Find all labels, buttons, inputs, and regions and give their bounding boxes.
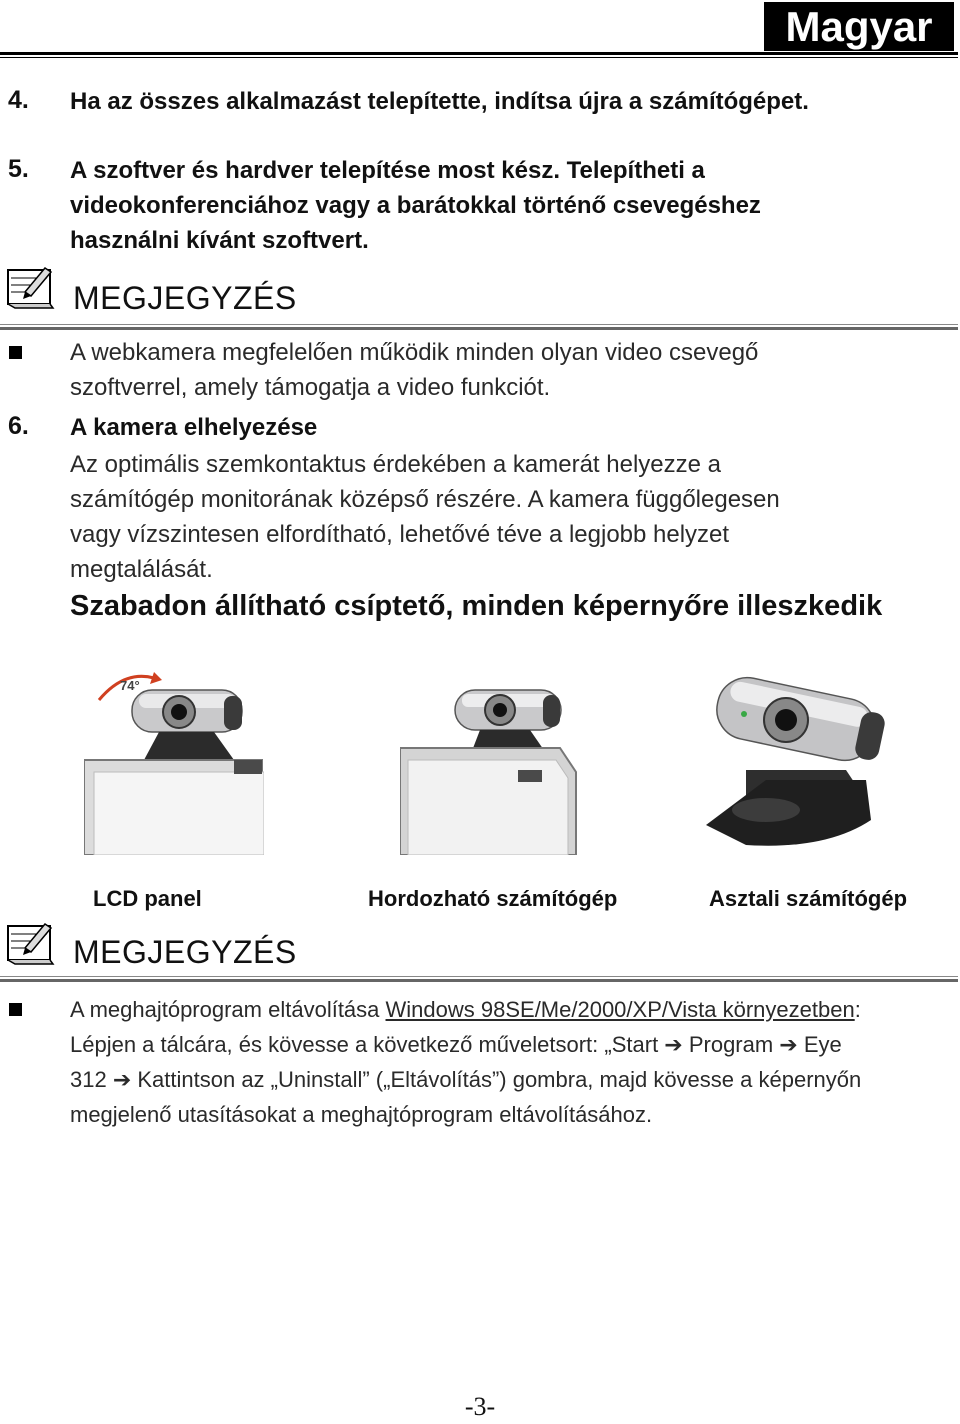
webcam-notebook-photo [400, 660, 580, 855]
page-number: -3- [464, 1392, 496, 1421]
header-rule-thin [0, 57, 958, 58]
note-rule-thin [0, 324, 958, 325]
note2-rule-thin [0, 976, 958, 977]
clip-subheading: Szabadon állítható csíptető, minden képernyőre illeszkedik [70, 590, 883, 622]
webcam-desk-stand-photo [706, 660, 886, 855]
note-line-2: szoftverrel, amely támogatja a video funkciót. [70, 374, 551, 401]
step-4-number: 4. [8, 86, 29, 114]
notepad-icon [5, 918, 55, 966]
section-6-line-4: megtalálását. [70, 556, 213, 583]
caption-desktop: Asztali számítógép [709, 886, 908, 911]
step-5-number: 5. [8, 155, 29, 183]
caption-lcd-panel: LCD panel [93, 886, 202, 911]
section-6-line-2: számítógép monitorának középső részére. A kamera függőlegesen [70, 486, 780, 513]
webcam-lcd-photo [84, 660, 264, 855]
note-line-1: A webkamera megfelelően működik minden olyan video csevegő [70, 339, 759, 366]
note2-line-1-prefix: A meghajtóprogram eltávolítása [70, 997, 386, 1022]
note2-line-2: Lépjen a tálcára, és kövesse a következő műveletsort: „Start ➔ Program ➔ Eye [70, 1032, 842, 1057]
notepad-icon [5, 262, 55, 310]
windows-versions-link[interactable]: Windows 98SE/Me/2000/XP/Vista környezetben [385, 997, 855, 1022]
note2-line-3: 312 ➔ Kattintson az „Uninstall” („Eltávolítás”) gombra, majd kövesse a képernyőn [70, 1067, 862, 1092]
header-rule [0, 52, 958, 55]
bullet-icon [9, 346, 22, 359]
note2-line-4: megjelenő utasításokat a meghajtóprogram eltávolításához. [70, 1102, 653, 1127]
note-rule [0, 327, 958, 330]
angle-label: 74° [120, 678, 140, 693]
section-6-line-3: vagy vízszintesen elfordítható, lehetővé téve a legjobb helyzet [70, 521, 730, 548]
language-badge: Magyar [764, 2, 954, 51]
bullet-icon [9, 1003, 22, 1016]
step-4-text: Ha az összes alkalmazást telepítette, indítsa újra a számítógépet. [70, 88, 809, 115]
note-heading-2: MEGJEGYZÉS [73, 934, 297, 970]
section-6-title: A kamera elhelyezése [70, 414, 318, 441]
step-5-line-3: használni kívánt szoftvert. [70, 227, 369, 254]
caption-notebook: Hordozható számítógép [368, 886, 618, 911]
note2-rule [0, 979, 958, 982]
section-6-line-1: Az optimális szemkontaktus érdekében a kamerát helyezze a [70, 451, 721, 478]
step-6-number: 6. [8, 412, 29, 440]
step-5-line-2: videokonferenciához vagy a barátokkal történő csevegéshez [70, 192, 761, 219]
note2-line-1-suffix: : [854, 997, 861, 1022]
note-heading: MEGJEGYZÉS [73, 280, 297, 316]
note2-line-1 [70, 992, 950, 1027]
step-5-line-1: A szoftver és hardver telepítése most kész. Telepítheti a [70, 157, 705, 184]
